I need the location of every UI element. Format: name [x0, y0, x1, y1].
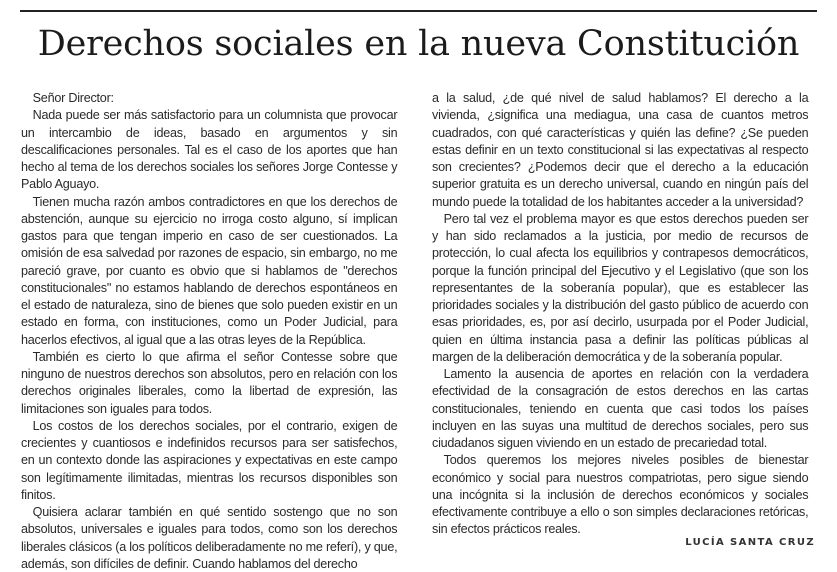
paragraph: Lamento la ausencia de aportes en relación con la verdadera efectividad de la consagración de estos derechos en las cartas constitucionales, teniendo en cuenta que casi todos los países incluyen en las suyas una multitud de derechos sociales, pero sus ciudadanos siguen viviendo en un estado de precariedad total. — [432, 366, 809, 450]
article-column-left — [21, 89, 397, 572]
paragraph: También es cierto lo que afirma el señor Contesse sobre que ninguno de nuestros derechos son absolutos, pero en relación con los derechos originales liberales, como la libertad de expresión, las limitaciones son iguales para todos. — [21, 348, 398, 416]
article-headline: Derechos sociales en la nueva Constitución — [37, 24, 800, 64]
paragraph: Pero tal vez el problema mayor es que estos derechos pueden ser y han sido reclamados a la justicia, por medio de recursos de protección, lo cual afecta los equilibrios y contrapesos democráticos, porque la función principal del Ejecutivo y el Legislativo (que son los representantes de la soberanía popular), que es establecer las prioridades sociales y la distribución del gasto público de acuerdo con esas prioridades, es, por así decirlo, usurpada por el Poder Judicial, quien en última instancia pasa a definir las políticas públicas al margen de la deliberación democrática y de la soberanía popular. — [432, 210, 809, 364]
salutation: Señor Director: — [32, 90, 114, 105]
top-rule — [20, 10, 817, 12]
paragraph: Tienen mucha razón ambos contradictores en que los derechos de abstención, aunque su ejercicio no irroga costo alguno, sí implican gastos para que tengan imperio en caso de ser cuestionados. La omisión de esa salvedad por razones de espacio, sin embargo, no me pareció grave, por cuanto es obvio que si hablamos de "derechos constitucionales" no estamos hablando de derechos espontáneos en el estado de naturaleza, sino de bienes que solo pueden existir en un estado en forma, con instituciones, como un Poder Judicial, para hacerlos efectivos, al igual que a las otras leyes de la República. — [21, 193, 398, 347]
article-column-right — [432, 89, 808, 538]
author-signature: LUCÍA SANTA CRUZ — [685, 537, 815, 548]
paragraph: Todos queremos los mejores niveles posibles de bienestar económico y social para nuestros compatriotas, pero sigue siendo una incógnita si la inclusión de derechos económicos y sociales efectivamente contribuye a ello o son simples declaraciones retóricas, sin efectos prácticos reales. — [432, 452, 809, 537]
paragraph: Nada puede ser más satisfactorio para un columnista que provocar un intercambio de ideas, basado en argumentos y sin descalificaciones personales. Tal es el caso de los aportes que han hecho al tema de los derechos sociales los señores Jorge Contesse y Pablo Aguayo. — [21, 107, 398, 192]
paragraph-continuation: a la salud, ¿de qué nivel de salud hablamos? El derecho a la vivienda, ¿significa una mediagua, una casa de cuantos metros cuadrados, con qué características y quién las define? ¿Se pueden estas definir en un texto constitucional si las expectativas al respecto son crecientes? ¿Podemos decir que el derecho a la educación superior gratuita es un derecho universal, cuando en ningún país del mundo puede la totalidad de los habitantes acceder a la universidad? — [432, 90, 809, 209]
paragraph: Los costos de los derechos sociales, por el contrario, exigen de crecientes y cuantiosos e indefinidos recursos para ser satisfechos, en un contexto donde las aspiraciones y expectativas en este campo son legítimamente ilimitadas, mientras los recursos disponibles son finitos. — [21, 417, 398, 502]
paragraph: Quisiera aclarar también en qué sentido sostengo que no son absolutos, universales e iguales para todos, como son los derechos liberales clásicos (a los políticos deliberadamente no me referí), y que, además, son difíciles de definir. Cuando hablamos del derecho — [21, 504, 398, 571]
